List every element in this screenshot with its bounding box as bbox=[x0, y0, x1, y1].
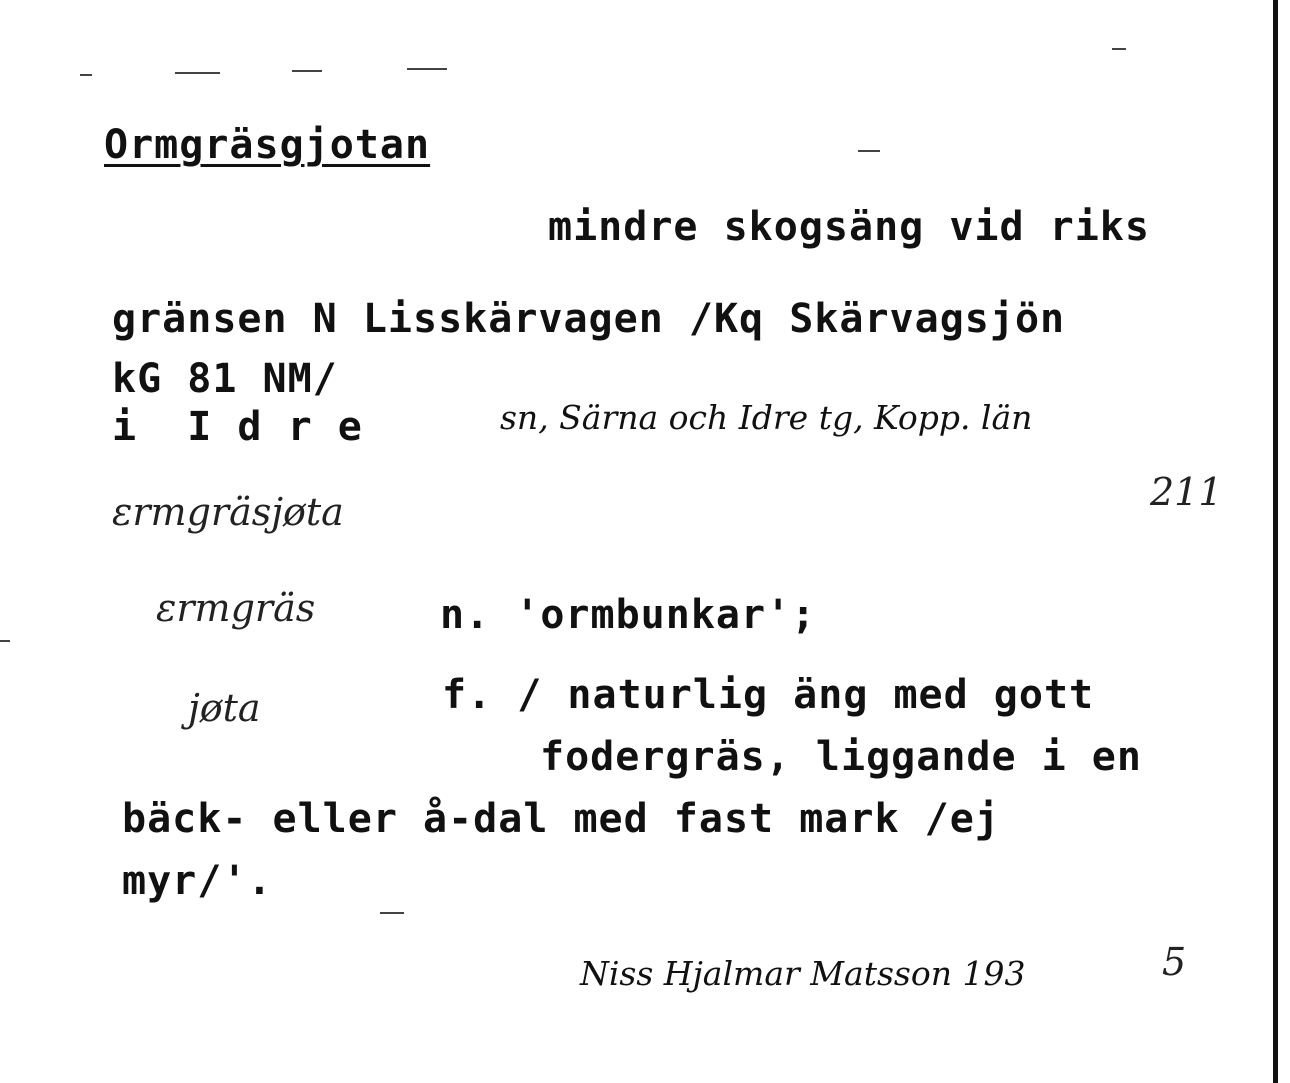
map-reference: kG 81 NM/ bbox=[112, 356, 338, 402]
phonetic-form-full: ɛrmgräsjøta bbox=[112, 490, 344, 534]
decorative-dash bbox=[80, 74, 92, 76]
card-number: 211 bbox=[1150, 470, 1223, 514]
decorative-dash bbox=[380, 912, 404, 914]
gloss-2-line-3: bäck- eller å-dal med fast mark /ej bbox=[122, 796, 1000, 842]
collector-signature: Niss Hjalmar Matsson 193 bbox=[580, 954, 1026, 993]
decorative-dash bbox=[858, 150, 880, 152]
description-line-1: mindre skogsäng vid riks bbox=[548, 204, 1150, 250]
decorative-dash bbox=[1112, 48, 1126, 50]
gloss-2-line-1: f. / naturlig äng med gott bbox=[442, 672, 1095, 718]
parish-printed-line: sn, Särna och Idre tg, Kopp. län bbox=[500, 398, 1033, 437]
description-line-2: gränsen N Lisskärvagen /Kq Skärvagsjön bbox=[112, 296, 1066, 342]
card-edge-line bbox=[1273, 0, 1278, 1083]
gloss-1: n. 'ormbunkar'; bbox=[440, 592, 817, 638]
decorative-dash bbox=[407, 68, 447, 70]
decorative-dash bbox=[0, 640, 10, 642]
decorative-dash bbox=[175, 72, 220, 74]
place-name-title: Ormgräsgjotan bbox=[104, 122, 431, 168]
signature-year-digit: 5 bbox=[1162, 940, 1187, 984]
decorative-dash bbox=[292, 70, 322, 72]
phonetic-word-1: ɛrmgräs bbox=[156, 586, 316, 630]
parish-prefix: i I d r e bbox=[112, 404, 363, 450]
gloss-2-line-2: fodergräs, liggande i en bbox=[540, 734, 1142, 780]
gloss-2-line-4: myr/'. bbox=[122, 858, 273, 904]
phonetic-word-2: jøta bbox=[188, 686, 261, 730]
